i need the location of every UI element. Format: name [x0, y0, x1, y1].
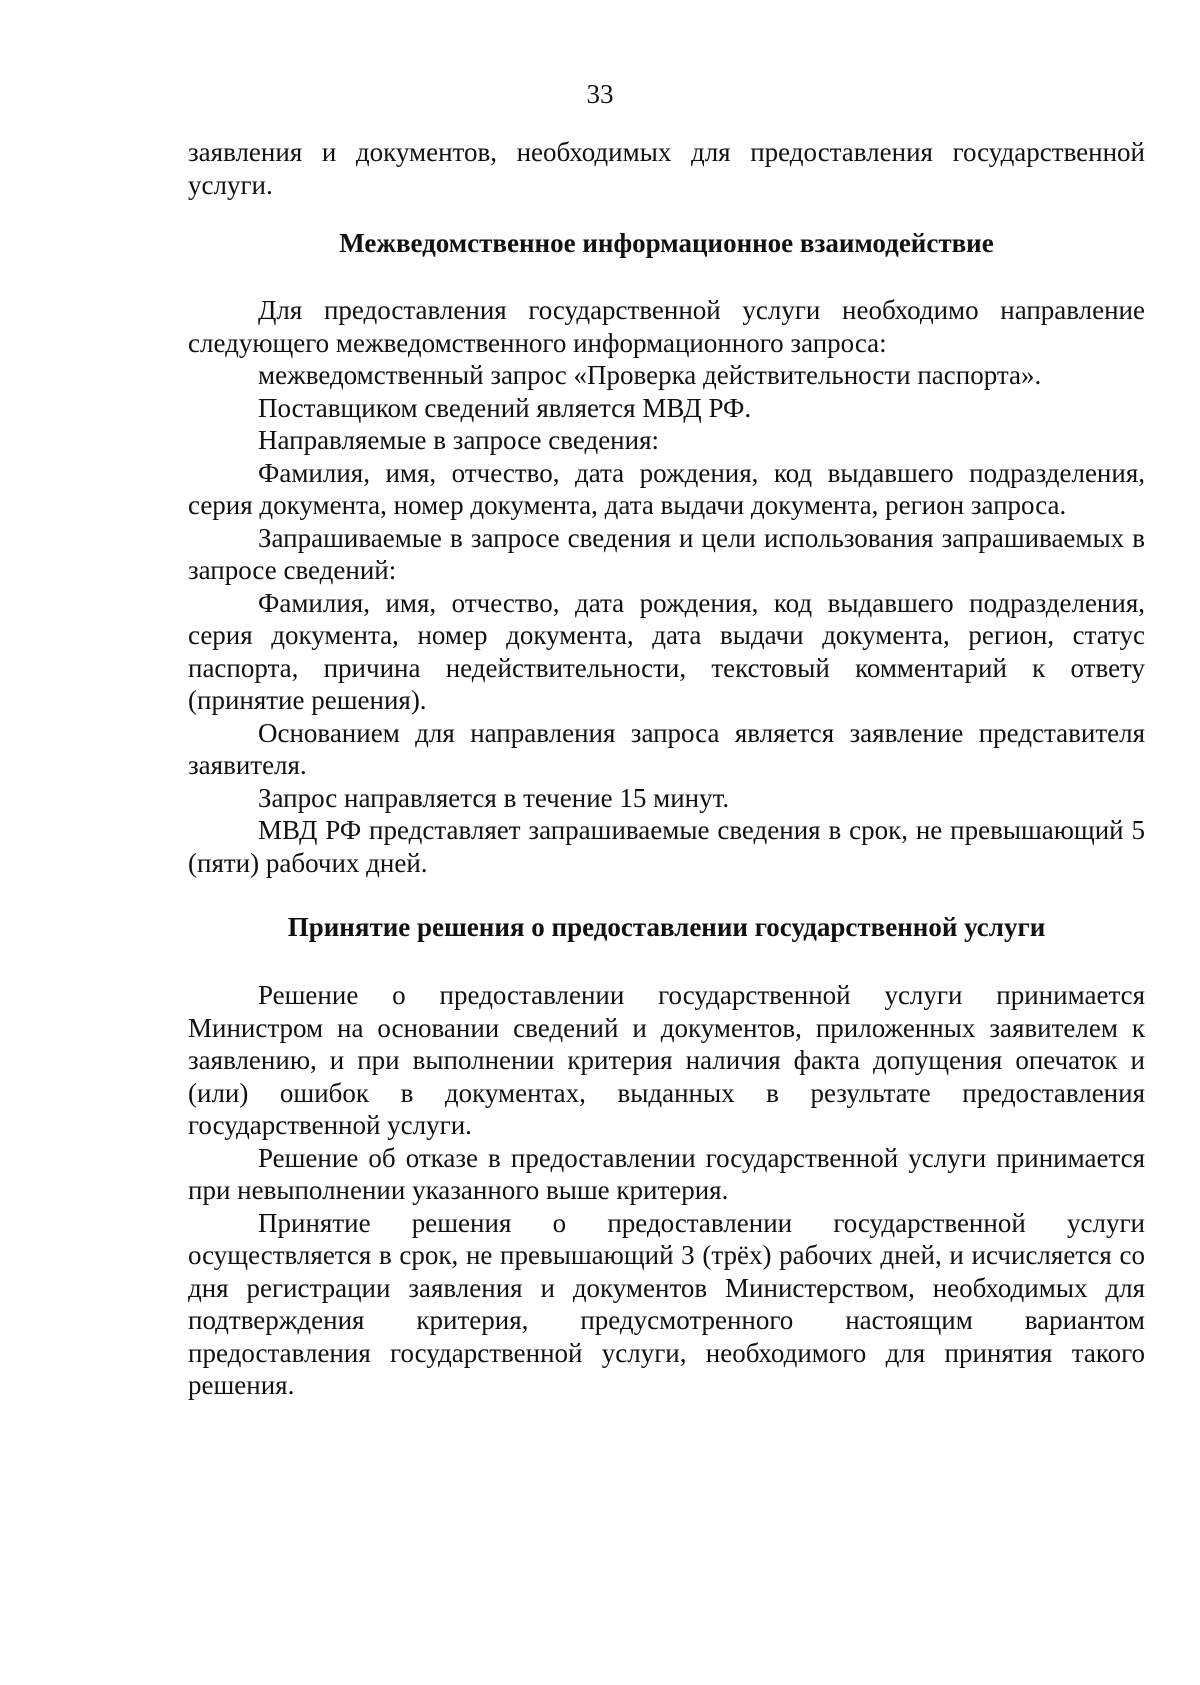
paragraph: Решение о предоставлении государственной услуги принимается Министром на основании сведений и документов, приложенных заявителем к заявлению, и при выполнении критерия наличия факта допущения опечаток и (или) ошибок в документах, выданных в результате предоставления государственной услуги. — [188, 980, 1145, 1140]
paragraph: Фамилия, имя, отчество, дата рождения, код выдавшего подразделения, серия документа, номер документа, дата выдачи документа, регион запроса. — [188, 457, 1145, 520]
paragraph: Запрашиваемые в запросе сведения и цели использования запрашиваемых в запросе сведений: — [188, 522, 1145, 585]
page-number: 33 — [586, 79, 614, 109]
paragraph: Принятие решения о предоставлении государственной услуги осуществляется в срок, не превышающий 3 (трёх) рабочих дней, и исчисляется со дня регистрации заявления и документов Министерством, необходимых для подтверждения критерия, предусмотренного настоящим вариантом предоставления государственной услуги, необходимого для принятия такого решения. — [188, 1207, 1145, 1400]
paragraph: Основанием для направления запроса является заявление представителя заявителя. — [188, 717, 1145, 780]
paragraph: Поставщиком сведений является МВД РФ. — [258, 392, 752, 423]
paragraph: Фамилия, имя, отчество, дата рождения, код выдавшего подразделения, серия документа, номер документа, дата выдачи документа, регион, статус паспорта, причина недействительности, текстовый комментарий к ответу (принятие решения). — [188, 587, 1145, 715]
paragraph: Направляемые в запросе сведения: — [258, 425, 659, 455]
paragraph: Для предоставления государственной услуги необходимо направление следующего межведомственного информационного запроса: — [188, 295, 1145, 358]
document-body — [188, 136, 1145, 1402]
paragraph: межведомственный запрос «Проверка действительности паспорта». — [258, 360, 1042, 390]
paragraph: МВД РФ представляет запрашиваемые сведения в срок, не превышающий 5 (пяти) рабочих дней. — [188, 815, 1145, 878]
paragraph: Решение об отказе в предоставлении государственной услуги принимается при невыполнении указанного выше критерия. — [188, 1142, 1145, 1205]
paragraph: Запрос направляется в течение 15 минут. — [258, 782, 730, 813]
intro-paragraph: заявления и документов, необходимых для предоставления государственной услуги. — [188, 137, 1145, 200]
section-heading-interagency: Межведомственное информационное взаимодействие — [339, 228, 994, 258]
section-heading-decision: Принятие решения о предоставлении государственной услуги — [287, 912, 1046, 942]
